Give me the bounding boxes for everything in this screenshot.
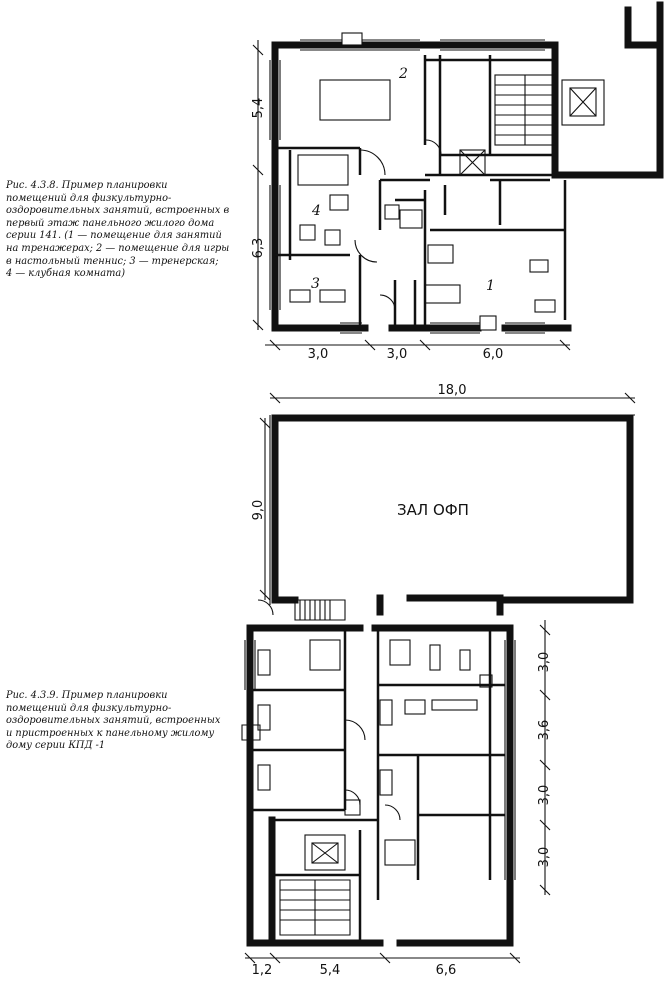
caption-line: серии 141. (1 — помещение для занятий [6,230,222,242]
hall-label: ЗАЛ ОФП [397,501,469,519]
caption-line: Рис. 4.3.9. Пример планировки [6,690,168,701]
interior-walls-block [250,630,505,940]
dim-label: 3,0 [537,651,552,673]
dimension-lines-4-3-9 [245,383,635,978]
dim-label: 6,0 [482,347,504,362]
exercise-hall [270,415,635,620]
dim-label: 6,6 [435,963,457,978]
caption-line: оздоровительных занятий, встроенных [6,715,221,727]
caption-line: дому серии КПД -1 [6,740,106,752]
dim-label: 3,0 [307,347,329,362]
caption-line: помещений для физкультурно- [6,702,172,714]
exterior-walls [275,5,660,328]
floor-plan-4-3-8 [251,5,660,362]
room-number-3: 3 [311,276,320,292]
caption-line: в настольный теннис; 3 — тренерская; [6,255,219,267]
dim-label: 3,6 [537,719,552,741]
dim-label: 5,4 [319,963,341,978]
room-number-2: 2 [399,66,408,82]
caption-line: Рис. 4.3.8. Пример планировки [6,180,168,191]
dim-label: 3,0 [537,784,552,806]
floor-plan-4-3-9 [242,383,635,978]
staircase [495,75,604,145]
dim-label: 5,4 [251,97,266,119]
dim-label: 18,0 [437,383,467,398]
dim-label: 9,0 [251,499,266,521]
dim-label: 3,0 [386,347,408,362]
dim-label: 1,2 [251,963,273,978]
dim-label: 6,3 [251,237,266,259]
caption-line: первый этаж панельного жилого дома [6,217,215,229]
caption-line: 4 — клубная комната) [6,268,126,280]
caption-line: и пристроенных к панельному жилому [6,727,215,739]
room-number-4: 4 [312,203,321,219]
caption-line: помещений для физкультурно- [6,192,172,204]
dim-label: 3,0 [537,846,552,868]
room-number-1: 1 [486,278,495,294]
caption-line: оздоровительных занятий, встроенных в [6,205,230,217]
caption-line: на тренажерах; 2 — помещение для игры [6,242,230,254]
